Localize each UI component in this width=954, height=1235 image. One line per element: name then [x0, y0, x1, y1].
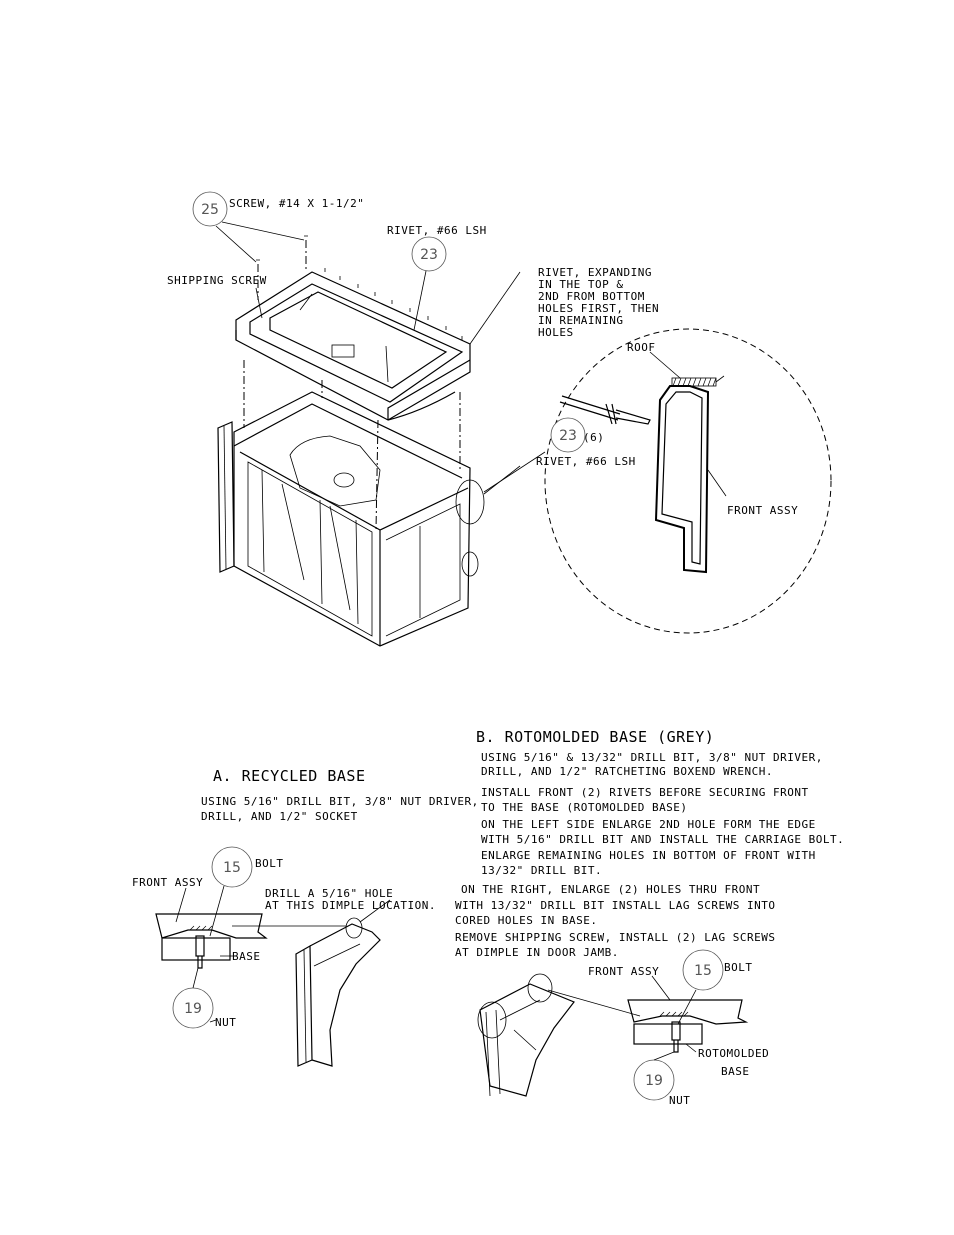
section-b-step2-line-3: ENLARGE REMAINING HOLES IN BOTTOM OF FRONT WITH [481, 849, 816, 862]
section-b-step4-line-2: AT DIMPLE IN DOOR JAMB. [455, 946, 619, 959]
shipping-screw-label: SHIPPING SCREW [167, 274, 267, 287]
section-b-front-assy-label: FRONT ASSY [588, 965, 660, 978]
section-a-title: A. RECYCLED BASE [213, 767, 366, 785]
a-callout-19-text: 19 [184, 1001, 202, 1017]
section-b-step3-line-3: CORED HOLES IN BASE. [455, 914, 598, 927]
b-callout-19-text: 19 [645, 1073, 663, 1089]
section-b-step2-line-1: ON THE LEFT SIDE ENLARGE 2ND HOLE FORM THE EDGE [481, 818, 816, 831]
rivet-expanding-line-5: IN REMAINING [538, 314, 624, 327]
rivet-expanding-line-4: HOLES FIRST, THEN [538, 302, 660, 315]
section-b-tools-line-1: USING 5/16" & 13/32" DRILL BIT, 3/8" NUT DRIVER, [481, 751, 823, 764]
section-a-drill-line-1: DRILL A 5/16" HOLE [265, 887, 394, 900]
roof-label: ROOF [627, 341, 656, 354]
section-a-nut-label: NUT [215, 1016, 237, 1029]
section-b-rotomolded-label: ROTOMOLDED [698, 1047, 770, 1060]
b-callout-15-text: 15 [694, 963, 712, 979]
section-b-step2-line-2: WITH 5/16" DRILL BIT AND INSTALL THE CARRIAGE BOLT. [481, 833, 845, 846]
rivet-expanding-line-3: 2ND FROM BOTTOM [538, 290, 645, 303]
detail-front-assy-label: FRONT ASSY [727, 504, 799, 517]
section-a-tools-line-2: DRILL, AND 1/2" SOCKET [201, 810, 358, 823]
section-b-labels [455, 728, 844, 1107]
callout-23-text: 23 [420, 247, 438, 263]
rivet-lsh-label: RIVET, #66 LSH [387, 224, 487, 237]
section-b-nut-label: NUT [669, 1094, 691, 1107]
section-b-tools-line-2: DRILL, AND 1/2" RATCHETING BOXEND WRENCH. [481, 765, 774, 778]
section-b-step2-line-4: 13/32" DRILL BIT. [481, 864, 603, 877]
rotomolded-base-section-drawing [478, 974, 746, 1096]
section-b-step4-line-1: REMOVE SHIPPING SCREW, INSTALL (2) LAG SCREWS [455, 931, 776, 944]
rivet-expanding-line-2: IN THE TOP & [538, 278, 624, 291]
section-a-tools-line-1: USING 5/16" DRILL BIT, 3/8" NUT DRIVER, [201, 795, 479, 808]
callout-25-text: 25 [201, 202, 219, 218]
section-b-bolt-label: BOLT [724, 961, 753, 974]
callout-bubbles [173, 192, 723, 1100]
section-b-base-label: BASE [721, 1065, 750, 1078]
screw-label: SCREW, #14 X 1-1/2" [229, 197, 365, 210]
section-b-title: B. ROTOMOLDED BASE (GREY) [476, 728, 715, 746]
section-a-base-label: BASE [232, 950, 261, 963]
recycled-base-section-drawing [156, 900, 390, 1066]
section-b-step3-line-2: WITH 13/32" DRILL BIT INSTALL LAG SCREWS INTO [455, 899, 776, 912]
quantity-label: (6) [583, 431, 605, 444]
section-b-step1-line-2: TO THE BASE (ROTOMOLDED BASE) [481, 801, 688, 814]
rivet-detail-view [484, 329, 831, 633]
rivet-expanding-line-6: HOLES [538, 326, 574, 339]
section-a-bolt-label: BOLT [255, 857, 284, 870]
section-a-front-assy-label: FRONT ASSY [132, 876, 204, 889]
section-b-step3-line-1: ON THE RIGHT, ENLARGE (2) HOLES THRU FRONT [461, 883, 761, 896]
rivet-expanding-line-1: RIVET, EXPANDING [538, 266, 652, 279]
detail-rivet-label: RIVET, #66 LSH [536, 455, 636, 468]
a-callout-15-text: 15 [223, 860, 241, 876]
detail-callout-23-text: 23 [559, 428, 577, 444]
section-a-drill-line-2: AT THIS DIMPLE LOCATION. [265, 899, 436, 912]
section-b-step1-line-1: INSTALL FRONT (2) RIVETS BEFORE SECURING FRONT [481, 786, 809, 799]
